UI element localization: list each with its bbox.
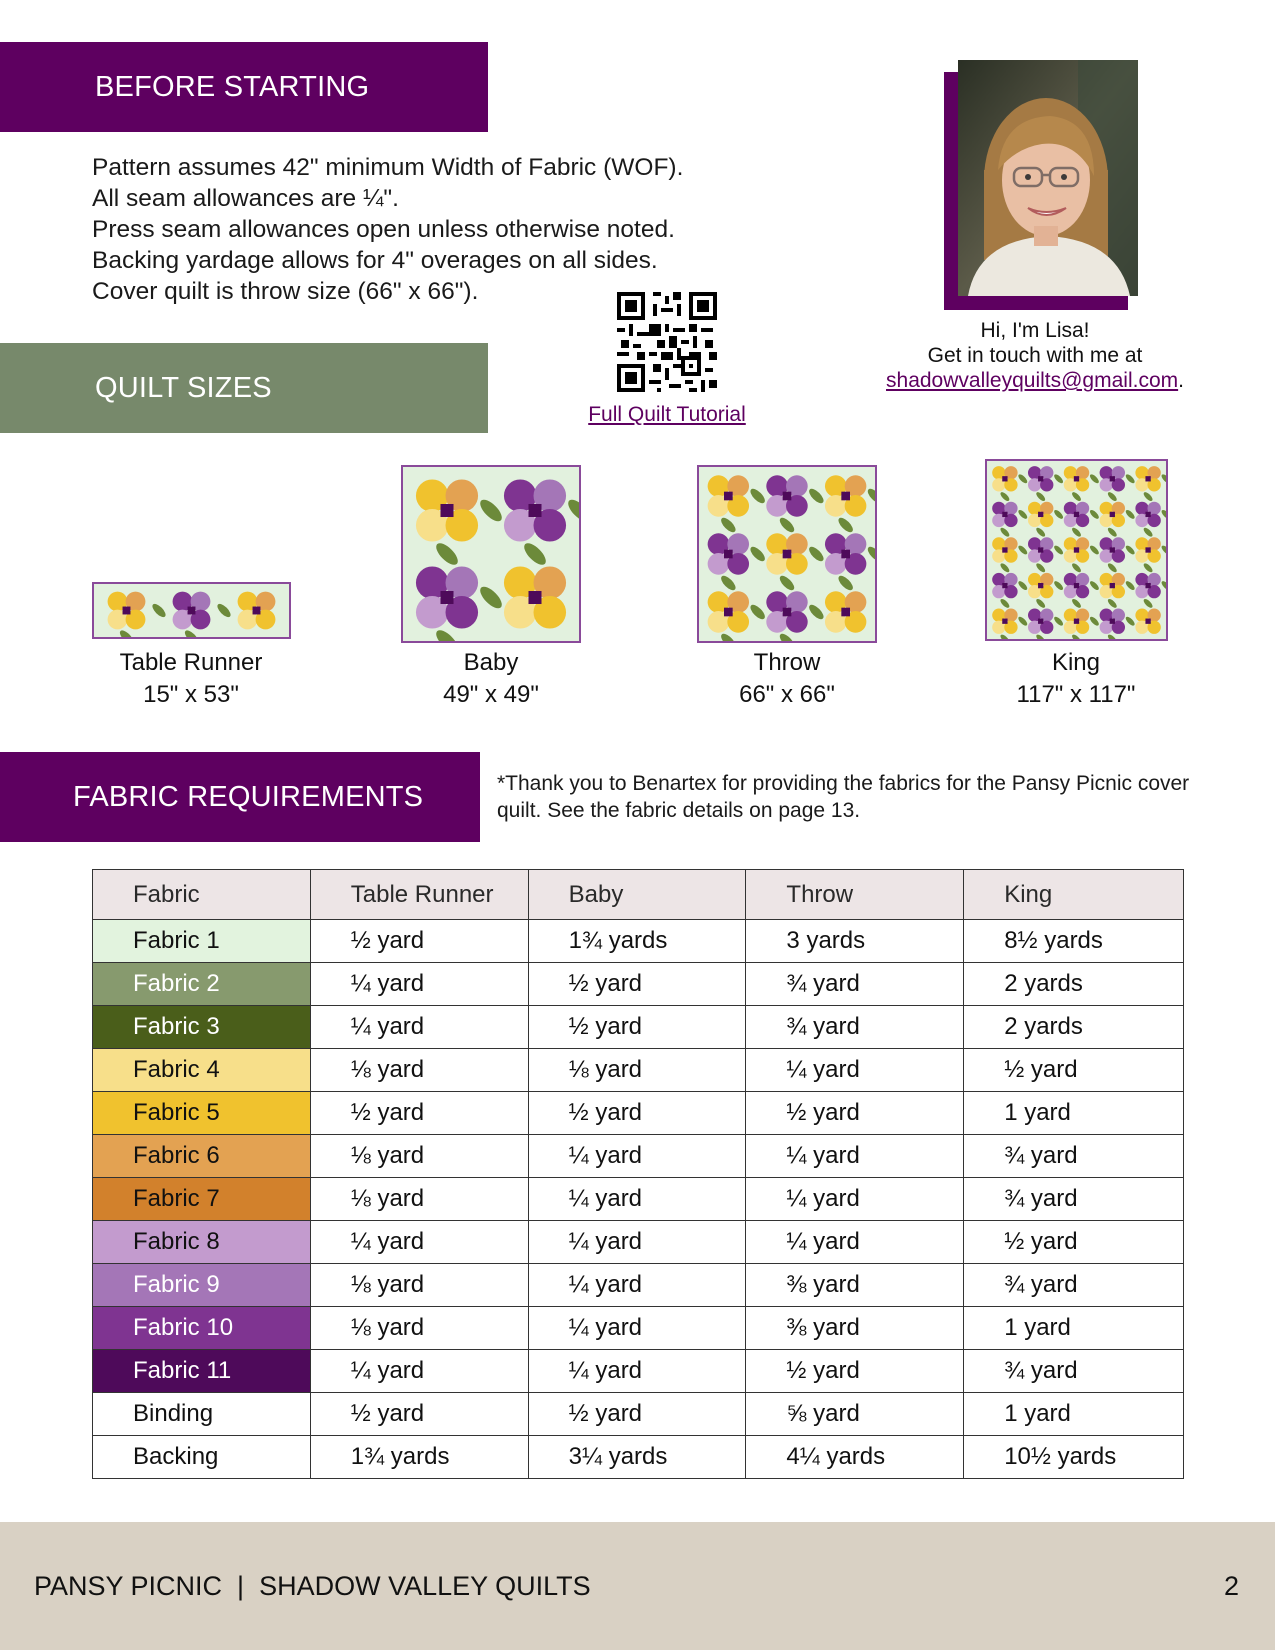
fabric-label-cell: Fabric 3 (93, 1006, 311, 1049)
fabric-label-cell: Fabric 7 (93, 1178, 311, 1221)
fabric-label-cell: Fabric 1 (93, 920, 311, 963)
yardage-cell: 2 yards (964, 1006, 1184, 1049)
pansy-block (992, 502, 1017, 527)
pansy-block (1135, 573, 1160, 598)
size-name: Table Runner (119, 649, 263, 676)
table-row (93, 1307, 1184, 1350)
header-table-runner: Table Runner (310, 870, 528, 920)
pansy-block (1028, 573, 1053, 598)
author-photo (958, 60, 1138, 296)
pansy-block (416, 479, 478, 541)
qr-block (582, 292, 752, 427)
table-row (93, 1393, 1184, 1436)
table-runner-quilt-image (92, 582, 291, 639)
table-row (93, 1178, 1184, 1221)
yardage-cell: ½ yard (964, 1221, 1184, 1264)
quilt-sizes-banner (0, 343, 488, 433)
yardage-cell: ½ yard (310, 1393, 528, 1436)
yardage-cell: ¼ yard (528, 1135, 746, 1178)
yardage-cell: ¼ yard (746, 1049, 964, 1092)
yardage-cell: ¼ yard (310, 1350, 528, 1393)
pansy-block (504, 566, 566, 628)
yardage-cell: ⅛ yard (310, 1178, 528, 1221)
yardage-cell: 1¾ yards (310, 1436, 528, 1479)
header-king: King (964, 870, 1184, 920)
yardage-cell: 1 yard (964, 1307, 1184, 1350)
page-number: 2 (1223, 1571, 1239, 1601)
yardage-cell: ½ yard (746, 1350, 964, 1393)
full-quilt-tutorial-link[interactable]: Full Quilt Tutorial (588, 403, 746, 426)
fabric-requirements-banner (0, 752, 480, 842)
note-line: Press seam allowances open unless otherwise noted. (92, 216, 675, 243)
yardage-cell: ⅜ yard (746, 1307, 964, 1350)
pansy-block (1064, 502, 1089, 527)
pansy-block (1028, 466, 1053, 491)
fabric-label-cell: Fabric 2 (93, 963, 311, 1006)
fabric-label-cell: Fabric 9 (93, 1264, 311, 1307)
pansy-block (1028, 502, 1053, 527)
fabric-label-cell: Fabric 4 (93, 1049, 311, 1092)
pansy-block (416, 566, 478, 628)
pansy-block (1135, 466, 1160, 491)
baby-quilt-image (401, 465, 581, 643)
yardage-cell: ¼ yard (528, 1307, 746, 1350)
pansy-block (1100, 573, 1125, 598)
table-row (93, 1436, 1184, 1479)
yardage-cell: ⅜ yard (746, 1264, 964, 1307)
pansy-block (992, 573, 1017, 598)
pansy-block (1064, 466, 1089, 491)
fabric-label-cell: Fabric 6 (93, 1135, 311, 1178)
size-dims: 15" x 53" (143, 681, 239, 708)
yardage-cell: ¼ yard (746, 1135, 964, 1178)
before-starting-notes (92, 152, 683, 307)
yardage-cell: ½ yard (746, 1092, 964, 1135)
yardage-cell: ½ yard (528, 1393, 746, 1436)
yardage-cell: ¾ yard (964, 1178, 1184, 1221)
pansy-block (1064, 608, 1089, 633)
yardage-cell: 1 yard (964, 1092, 1184, 1135)
before-starting-banner (0, 42, 488, 132)
yardage-cell: ¼ yard (528, 1264, 746, 1307)
fabric-label-cell: Backing (93, 1436, 311, 1479)
header-baby: Baby (528, 870, 746, 920)
size-throw (687, 647, 887, 711)
note-line: Backing yardage allows for 4" overages on all sides. (92, 247, 658, 274)
yardage-cell: ½ yard (310, 920, 528, 963)
table-row (93, 1264, 1184, 1307)
pansy-block (1100, 608, 1125, 633)
pansy-block (708, 475, 749, 516)
table-row (93, 1135, 1184, 1178)
yardage-cell: 2 yards (964, 963, 1184, 1006)
table-row (93, 1221, 1184, 1264)
yardage-cell: ¼ yard (310, 963, 528, 1006)
size-name: Baby (463, 649, 519, 676)
table-row (93, 1049, 1184, 1092)
pansy-block (708, 533, 749, 574)
size-king (976, 647, 1176, 711)
contact-prompt: Get in touch with me at (927, 344, 1143, 367)
size-table-runner (91, 647, 291, 711)
before-starting-heading: BEFORE STARTING (95, 70, 370, 103)
yardage-cell: ¾ yard (746, 1006, 964, 1049)
pansy-block (1135, 502, 1160, 527)
fabric-label-cell: Fabric 5 (93, 1092, 311, 1135)
yardage-cell: 3¼ yards (528, 1436, 746, 1479)
size-dims: 66" x 66" (739, 681, 835, 708)
fabric-label-cell: Fabric 8 (93, 1221, 311, 1264)
yardage-cell: ½ yard (310, 1092, 528, 1135)
yardage-cell: ¾ yard (964, 1350, 1184, 1393)
yardage-cell: 8½ yards (964, 920, 1184, 963)
pansy-block (708, 591, 749, 632)
table-row (93, 963, 1184, 1006)
size-baby (391, 647, 591, 711)
table-header-row (93, 870, 1184, 920)
yardage-cell: ⅛ yard (528, 1049, 746, 1092)
note-line: All seam allowances are ¼". (92, 185, 399, 212)
pansy-block (1100, 466, 1125, 491)
table-row (93, 1092, 1184, 1135)
yardage-cell: 4¼ yards (746, 1436, 964, 1479)
yardage-cell: ¼ yard (746, 1221, 964, 1264)
pansy-block (238, 592, 276, 630)
pansy-block (1100, 502, 1125, 527)
pansy-block (173, 592, 211, 630)
pansy-block (504, 479, 566, 541)
size-name: King (1051, 649, 1101, 676)
pansy-block (766, 475, 807, 516)
table-row (93, 1350, 1184, 1393)
king-quilt-image (985, 459, 1168, 641)
footer-title: PANSY PICNIC | SHADOW VALLEY QUILTS (34, 1571, 591, 1601)
pansy-block (1135, 537, 1160, 562)
yardage-cell: ½ yard (528, 1006, 746, 1049)
throw-quilt-image (697, 465, 877, 643)
fabric-requirements-heading: FABRIC REQUIREMENTS (73, 780, 424, 813)
pansy-block (1100, 537, 1125, 562)
fabric-label-cell: Fabric 10 (93, 1307, 311, 1350)
yardage-cell: ¼ yard (746, 1178, 964, 1221)
yardage-cell: ¾ yard (964, 1264, 1184, 1307)
yardage-cell: ½ yard (528, 1092, 746, 1135)
yardage-cell: ½ yard (528, 963, 746, 1006)
benartex-thanks-note: *Thank you to Benartex for providing the fabrics for the Pansy Picnic cover quilt. See the fabric details on page 13. (497, 772, 1190, 822)
yardage-cell: 1¾ yards (528, 920, 746, 963)
greeting: Hi, I'm Lisa! (980, 319, 1090, 342)
pansy-block (825, 591, 866, 632)
quilt-sizes-heading: QUILT SIZES (95, 371, 272, 404)
header-throw: Throw (746, 870, 964, 920)
pansy-block (992, 608, 1017, 633)
yardage-cell: ⅛ yard (310, 1049, 528, 1092)
contact-block (870, 318, 1200, 393)
pansy-block (1135, 608, 1160, 633)
size-name: Throw (753, 649, 821, 676)
yardage-cell: ¼ yard (528, 1178, 746, 1221)
note-line: Pattern assumes 42" minimum Width of Fabric (WOF). (92, 154, 684, 181)
pansy-block (766, 533, 807, 574)
pansy-block (108, 592, 146, 630)
yardage-cell: ¾ yard (964, 1135, 1184, 1178)
pansy-block (1028, 608, 1053, 633)
email-link[interactable]: shadowvalleyquilts@gmail.com (886, 369, 1179, 392)
header-fabric: Fabric (93, 870, 311, 920)
pansy-block (992, 466, 1017, 491)
fabric-requirements-table (92, 869, 1184, 1479)
yardage-cell: ⅝ yard (746, 1393, 964, 1436)
pansy-block (1028, 537, 1053, 562)
note-line: Cover quilt is throw size (66" x 66"). (92, 278, 479, 305)
size-dims: 49" x 49" (443, 681, 539, 708)
yardage-cell: ⅛ yard (310, 1264, 528, 1307)
yardage-cell: ¾ yard (746, 963, 964, 1006)
yardage-cell: ¼ yard (528, 1350, 746, 1393)
qr-code-icon[interactable] (617, 292, 717, 392)
page-footer (0, 1522, 1275, 1650)
table-row (93, 1006, 1184, 1049)
yardage-cell: ½ yard (964, 1049, 1184, 1092)
yardage-cell: ¼ yard (310, 1006, 528, 1049)
yardage-cell: 3 yards (746, 920, 964, 963)
yardage-cell: ¼ yard (310, 1221, 528, 1264)
yardage-cell: 1 yard (964, 1393, 1184, 1436)
yardage-cell: 10½ yards (964, 1436, 1184, 1479)
yardage-cell: ⅛ yard (310, 1135, 528, 1178)
pansy-block (992, 537, 1017, 562)
email-period: . (1178, 369, 1184, 392)
yardage-cell: ⅛ yard (310, 1307, 528, 1350)
yardage-cell: ¼ yard (528, 1221, 746, 1264)
pansy-block (825, 475, 866, 516)
size-dims: 117" x 117" (1016, 681, 1136, 708)
fabric-label-cell: Binding (93, 1393, 311, 1436)
pansy-block (766, 591, 807, 632)
table-row (93, 920, 1184, 963)
fabric-label-cell: Fabric 11 (93, 1350, 311, 1393)
pansy-block (1064, 573, 1089, 598)
pansy-block (1064, 537, 1089, 562)
pansy-block (825, 533, 866, 574)
